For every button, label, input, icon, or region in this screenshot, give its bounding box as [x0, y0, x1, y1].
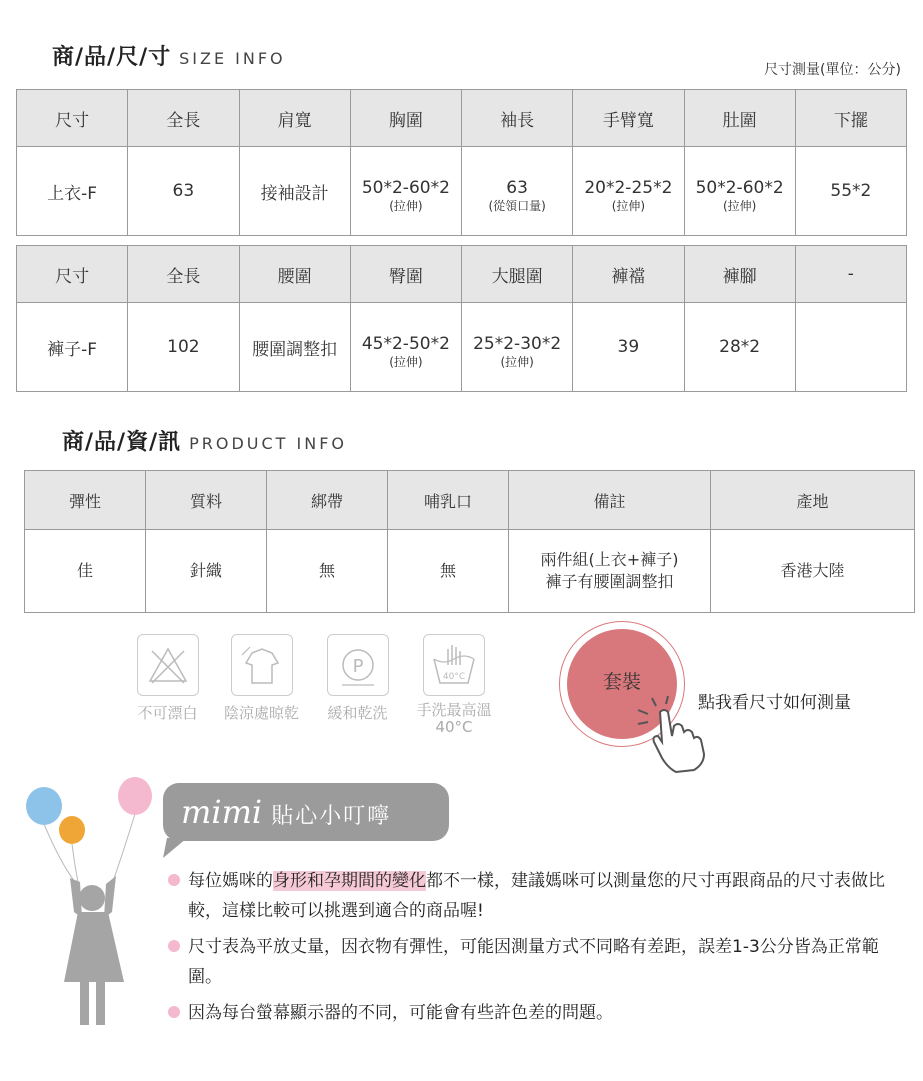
value-cell	[17, 303, 128, 392]
tip-item	[166, 866, 901, 926]
header-cell: 產地	[711, 471, 915, 530]
cell-value: 上衣-F	[47, 183, 98, 204]
tip-highlight: 身形和孕期間的變化	[273, 871, 426, 891]
value-cell	[350, 303, 461, 392]
header-cell: 腰圍	[239, 246, 350, 303]
measure-circle-label[interactable]: 套裝	[602, 671, 641, 693]
header-cell: 肩寬	[239, 90, 350, 147]
value-cell	[795, 147, 906, 236]
cell-value: 28*2	[719, 337, 761, 357]
header-cell: 綁帶	[267, 471, 388, 530]
balloon-blue	[26, 787, 62, 825]
care-label: 緩和乾洗	[327, 704, 388, 722]
value-cell	[573, 147, 684, 236]
care-label: 陰涼處晾乾	[223, 704, 299, 722]
unit-note: 尺寸測量(單位：公分)	[764, 62, 901, 78]
header-cell: 質料	[146, 471, 267, 530]
tip-text: 每位媽咪的	[188, 871, 273, 891]
cell-note: (拉伸)	[389, 198, 423, 213]
header-cell: 尺寸	[17, 90, 128, 147]
product-section-title	[62, 425, 347, 456]
value-cell	[239, 147, 350, 236]
hand-wash-icon	[423, 634, 485, 696]
dry-clean-icon	[327, 634, 389, 696]
header-cell: 胸圍	[350, 90, 461, 147]
value-cell: 無	[267, 530, 388, 613]
cell-note: (拉伸)	[389, 354, 423, 369]
pants-size-table	[16, 245, 907, 392]
value-cell	[462, 303, 573, 392]
measure-link[interactable]: 點我看尺寸如何測量	[698, 693, 851, 713]
size-title: 商/品/尺/寸	[52, 45, 172, 70]
tip-text: 因為每台螢幕顯示器的不同，可能會有些許色差的問題。	[188, 1003, 613, 1023]
header-cell: 袖長	[462, 90, 573, 147]
tips-bubble	[163, 783, 449, 841]
tip-item	[166, 998, 901, 1028]
value-cell	[684, 303, 795, 392]
tips-brand: mimi	[181, 793, 263, 831]
cell-value: 25*2-30*2	[473, 333, 562, 354]
header-cell: 哺乳口	[388, 471, 509, 530]
cell-value: 褲子-F	[47, 339, 98, 360]
header-cell: 肚圍	[684, 90, 795, 147]
cell-value: 50*2-60*2	[695, 177, 784, 198]
care-shade-dry	[214, 634, 309, 723]
value-cell	[462, 147, 573, 236]
header-cell: 大腿圍	[462, 246, 573, 303]
cell-value: 20*2-25*2	[584, 177, 673, 198]
value-cell	[17, 147, 128, 236]
no-bleach-icon	[137, 634, 199, 696]
tip-text: 都不一樣，建議媽咪可以測量您的尺寸再跟商品的尺寸表做比較，這樣比較可以挑選到適合的商品喔!	[188, 871, 885, 921]
care-no-bleach	[125, 634, 210, 723]
cell-note: (拉伸)	[500, 354, 534, 369]
header-cell: 備註	[509, 471, 711, 530]
tips-title: 貼心小叮嚀	[271, 804, 392, 829]
value-cell: 香港大陸	[711, 530, 915, 613]
cell-value: 55*2	[830, 181, 872, 201]
care-hand-wash	[408, 634, 500, 736]
wash-temp-text: 40°C	[442, 672, 466, 682]
cell-value: 45*2-50*2	[361, 333, 450, 354]
cell-note: (從領口量)	[488, 198, 546, 213]
header-cell: 下擺	[795, 90, 906, 147]
cell-value: 63	[506, 177, 528, 198]
value-cell	[128, 303, 239, 392]
header-cell: 褲襠	[573, 246, 684, 303]
tip-text: 尺寸表為平放丈量，因衣物有彈性，可能因測量方式不同略有差距，誤差1-3公分皆為正常範圍。	[188, 937, 879, 987]
header-cell: 手臂寬	[573, 90, 684, 147]
value-cell: 兩件組(上衣+褲子) 褲子有腰圍調整扣	[509, 530, 711, 613]
value-cell	[684, 147, 795, 236]
cell-value: 102	[167, 337, 200, 357]
cell-value: 接袖設計	[260, 183, 329, 204]
size-section-title	[52, 40, 286, 71]
value-cell	[573, 303, 684, 392]
top-size-table	[16, 89, 907, 236]
value-cell	[795, 303, 906, 392]
balloon-orange	[59, 816, 85, 844]
header-cell: -	[795, 246, 906, 303]
value-cell	[239, 303, 350, 392]
value-cell	[350, 147, 461, 236]
tip-bullet-icon	[168, 874, 180, 886]
size-subtitle: SIZE INFO	[179, 49, 286, 68]
shade-dry-icon	[231, 634, 293, 696]
tip-item	[166, 932, 901, 992]
cell-note: (拉伸)	[722, 198, 757, 213]
header-cell: 褲腳	[684, 246, 795, 303]
product-subtitle: PRODUCT INFO	[189, 434, 348, 453]
product-info-table	[24, 470, 915, 613]
cell-value: 50*2-60*2	[361, 177, 450, 198]
value-cell	[128, 147, 239, 236]
svg-text:P: P	[352, 656, 363, 677]
value-cell: 針織	[146, 530, 267, 613]
value-cell: 無	[388, 530, 509, 613]
cell-value: 腰圍調整扣	[252, 339, 338, 360]
balloon-pink	[118, 777, 152, 815]
tip-bullet-icon	[168, 1006, 180, 1018]
care-label: 不可漂白	[137, 704, 198, 722]
girl-silhouette	[64, 876, 124, 1025]
header-cell: 尺寸	[17, 246, 128, 303]
header-cell: 全長	[128, 90, 239, 147]
care-dry-clean	[315, 634, 400, 723]
care-label: 手洗最高溫 40°C	[416, 701, 492, 736]
cell-value: 63	[172, 181, 195, 201]
header-cell: 臀圍	[350, 246, 461, 303]
cell-value: 39	[617, 337, 640, 357]
bubble-tail	[163, 838, 193, 860]
product-title: 商/品/資/訊	[62, 430, 182, 455]
tip-bullet-icon	[168, 940, 180, 952]
cell-note: (拉伸)	[611, 198, 646, 213]
header-cell: 全長	[128, 246, 239, 303]
header-cell: 彈性	[25, 471, 146, 530]
balloon-girl-illustration	[20, 772, 170, 1047]
tips-list	[166, 866, 901, 1028]
value-cell: 佳	[25, 530, 146, 613]
